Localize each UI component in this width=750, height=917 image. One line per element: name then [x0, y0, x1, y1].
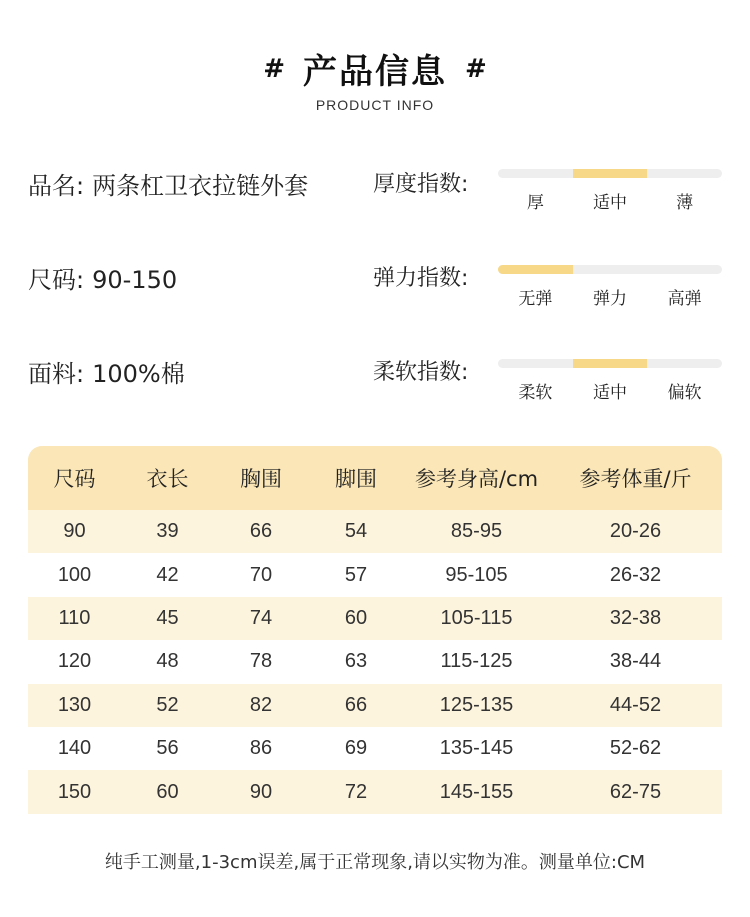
cell-hem: 54	[344, 520, 368, 543]
size-table-body	[28, 510, 722, 814]
cell-length: 45	[156, 606, 179, 629]
cell-length: 52	[156, 693, 179, 716]
cell-height: 135-145	[439, 737, 514, 760]
cell-height: 145-155	[439, 780, 514, 803]
size-table	[28, 446, 722, 814]
header-hem: 脚围	[335, 467, 377, 491]
fabric-row	[28, 354, 185, 389]
cell-size: 140	[57, 737, 92, 760]
thickness-tick-medium: 适中	[593, 193, 627, 213]
thickness-tick-thin: 薄	[676, 193, 694, 213]
fabric-value: 100%棉	[92, 360, 185, 388]
thickness-gauge-ticks	[498, 188, 722, 213]
table-row	[28, 684, 722, 727]
cell-weight: 32-38	[609, 606, 662, 629]
cell-hem: 69	[344, 737, 368, 760]
table-row	[28, 510, 722, 553]
size-range-row	[28, 260, 177, 295]
table-row	[28, 597, 722, 640]
softness-tick-soft: 柔软	[518, 383, 553, 403]
cell-weight: 52-62	[609, 737, 662, 760]
softness-gauge-track	[498, 359, 722, 368]
title-row	[0, 44, 750, 93]
thickness-gauge-track	[498, 169, 722, 178]
elasticity-gauge-track	[498, 265, 722, 274]
hash-left-icon: #	[263, 53, 285, 84]
thickness-gauge-fill	[573, 169, 648, 178]
cell-hem: 72	[344, 780, 368, 803]
softness-tick-softer: 偏软	[667, 383, 702, 403]
elasticity-gauge	[498, 265, 722, 309]
softness-gauge-ticks	[498, 378, 722, 403]
cell-size: 120	[57, 650, 92, 673]
cell-height: 115-125	[440, 650, 513, 673]
header-weight: 参考体重/斤	[579, 467, 692, 491]
cell-length: 39	[156, 520, 179, 543]
softness-gauge-fill	[573, 359, 648, 368]
hash-right-icon: #	[465, 53, 487, 84]
cell-height: 125-135	[439, 693, 514, 716]
product-name-label: 品名:	[28, 172, 85, 200]
page-title: 产品信息	[303, 52, 447, 92]
table-row	[28, 640, 722, 683]
table-row	[28, 553, 722, 596]
header-length: 衣长	[146, 467, 189, 491]
cell-chest: 74	[249, 606, 273, 629]
cell-size: 150	[57, 780, 92, 803]
elasticity-tick-high: 高弹	[667, 289, 702, 309]
size-range-label: 尺码:	[28, 266, 85, 294]
softness-tick-medium: 适中	[593, 383, 627, 403]
cell-chest: 70	[249, 563, 273, 586]
cell-height: 95-105	[445, 563, 508, 586]
header-height: 参考身高/cm	[414, 467, 539, 491]
cell-chest: 78	[249, 650, 273, 673]
cell-weight: 26-32	[609, 563, 662, 586]
cell-chest: 82	[249, 693, 273, 716]
cell-weight: 62-75	[609, 780, 662, 803]
cell-length: 48	[156, 650, 179, 673]
fabric-label: 面料:	[28, 360, 85, 388]
size-table-container	[28, 446, 722, 814]
table-row	[28, 727, 722, 770]
table-row	[28, 770, 722, 813]
cell-height: 105-115	[440, 606, 513, 629]
size-table-header-row	[28, 446, 722, 510]
elasticity-tick-none: 无弹	[518, 289, 553, 309]
header-chest: 胸围	[240, 467, 282, 491]
cell-length: 60	[156, 780, 179, 803]
thickness-gauge	[498, 169, 722, 213]
cell-weight: 20-26	[609, 520, 662, 543]
cell-chest: 66	[249, 520, 273, 543]
cell-hem: 60	[344, 606, 368, 629]
measurement-footnote: 纯手工测量,1-3cm误差,属于正常现象,请以实物为准。测量单位:CM	[104, 852, 646, 873]
thickness-gauge-label: 厚度指数:	[373, 172, 469, 197]
page-subtitle: PRODUCT INFO	[315, 97, 435, 113]
size-range-value: 90-150	[92, 266, 178, 294]
cell-chest: 90	[249, 780, 273, 803]
cell-hem: 63	[344, 650, 368, 673]
product-name-row	[28, 166, 308, 201]
cell-size: 100	[57, 563, 92, 586]
cell-weight: 44-52	[609, 693, 662, 716]
cell-length: 56	[156, 737, 179, 760]
elasticity-tick-elastic: 弹力	[593, 289, 627, 309]
cell-height: 85-95	[450, 520, 503, 543]
cell-hem: 66	[344, 693, 368, 716]
softness-gauge-label: 柔软指数:	[373, 360, 469, 385]
softness-gauge	[498, 359, 722, 403]
cell-size: 110	[58, 606, 91, 629]
cell-length: 42	[156, 563, 179, 586]
cell-chest: 86	[249, 737, 273, 760]
size-table-header	[28, 446, 722, 510]
cell-size: 130	[57, 693, 92, 716]
page-header	[0, 44, 750, 113]
product-name-value: 两条杠卫衣拉链外套	[92, 172, 309, 200]
elasticity-gauge-ticks	[498, 284, 722, 309]
cell-weight: 38-44	[609, 650, 662, 673]
header-size: 尺码	[53, 467, 96, 491]
cell-hem: 57	[344, 563, 368, 586]
thickness-tick-thick: 厚	[526, 193, 544, 213]
cell-size: 90	[63, 520, 86, 543]
elasticity-gauge-fill	[498, 265, 573, 274]
elasticity-gauge-label: 弹力指数:	[373, 266, 469, 291]
